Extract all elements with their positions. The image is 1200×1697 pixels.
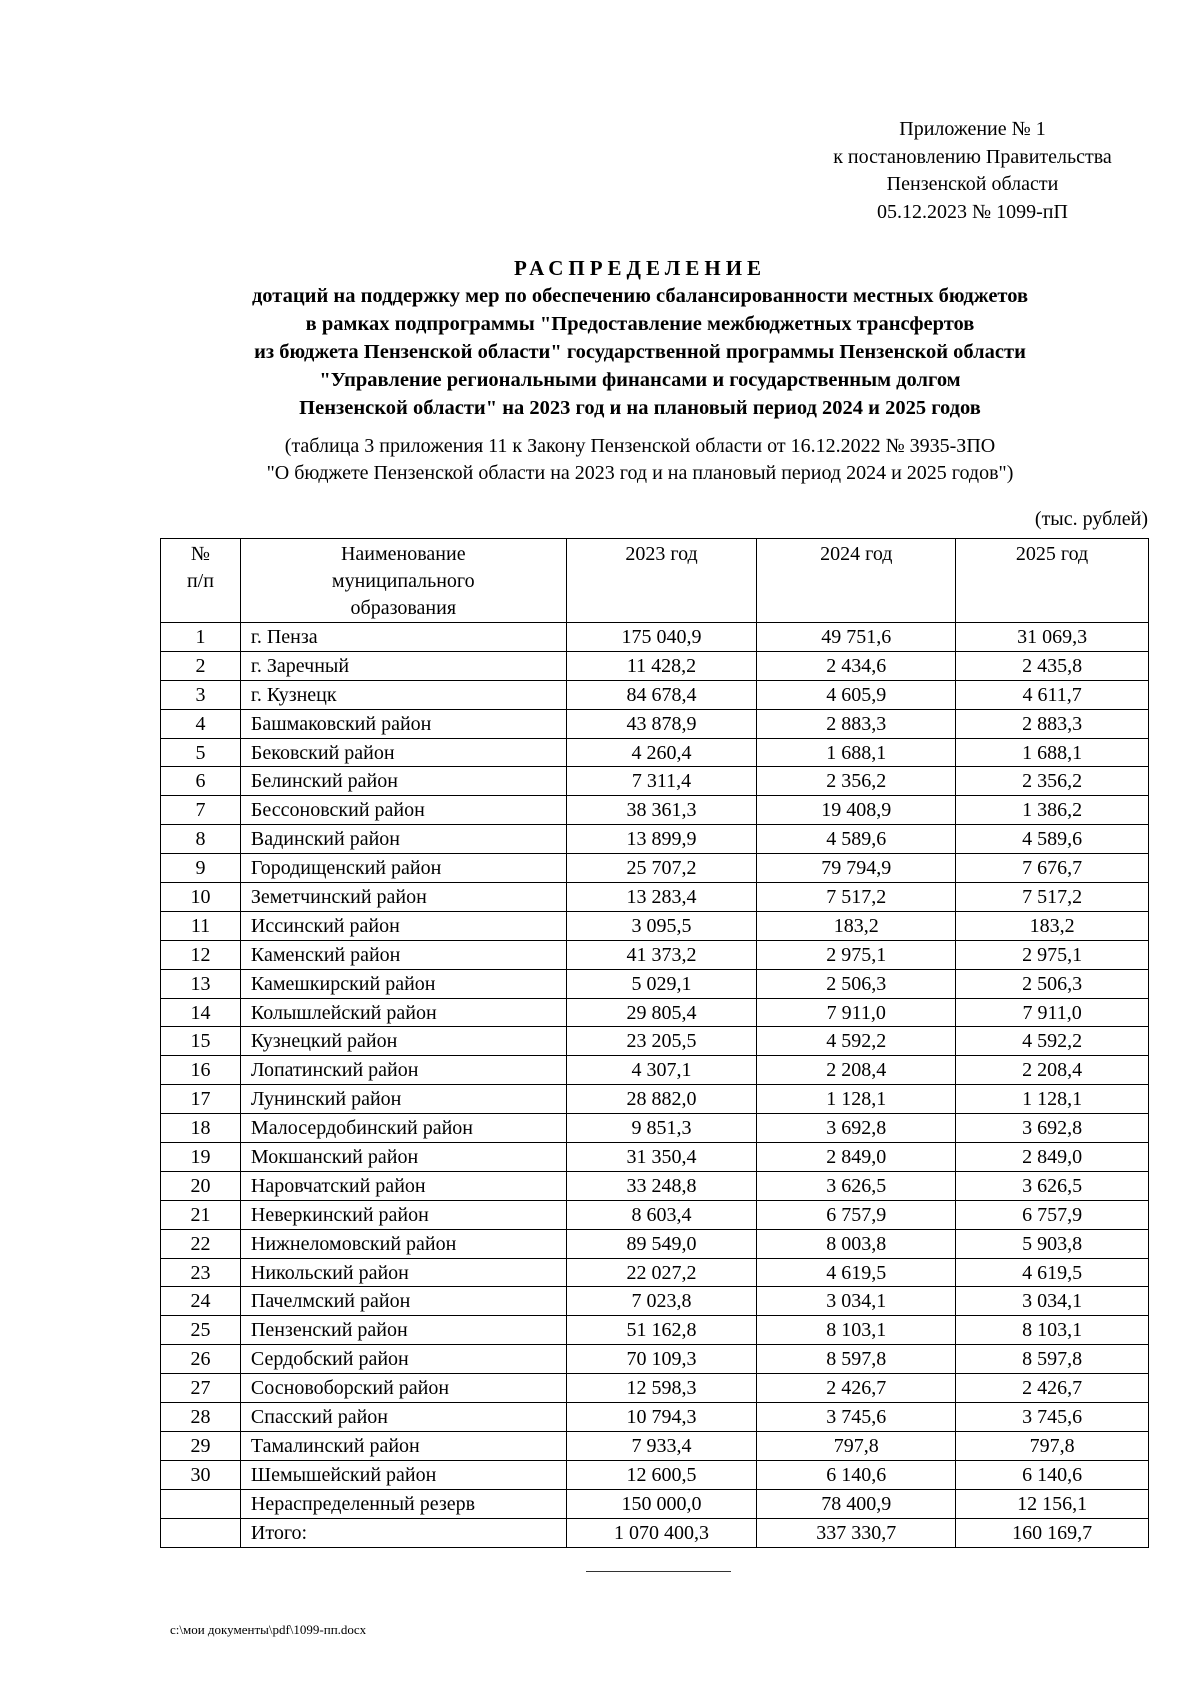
- title-line-5: Пензенской области" на 2023 год и на плановый период 2024 и 2025 годов: [299, 397, 981, 419]
- row-2023-cell: 31 350,4: [566, 1143, 757, 1172]
- table-body: [161, 623, 1149, 1548]
- row-number-cell: 14: [161, 998, 241, 1027]
- row-2025-cell: 6 140,6: [956, 1460, 1149, 1489]
- row-2025-cell: 2 849,0: [956, 1143, 1149, 1172]
- row-2023-cell: 1 070 400,3: [566, 1518, 757, 1547]
- table-row: [161, 911, 1149, 940]
- row-2024-cell: 6 757,9: [757, 1200, 956, 1229]
- row-2025-cell: 7 911,0: [956, 998, 1149, 1027]
- table-row: [161, 796, 1149, 825]
- row-2023-cell: 13 899,9: [566, 825, 757, 854]
- row-number-cell: 6: [161, 767, 241, 796]
- row-number-cell: 7: [161, 796, 241, 825]
- row-number-cell: 27: [161, 1374, 241, 1403]
- table-row: [161, 854, 1149, 883]
- row-2023-cell: 7 311,4: [566, 767, 757, 796]
- row-number-cell: 26: [161, 1345, 241, 1374]
- table-row: [161, 1460, 1149, 1489]
- row-2023-cell: 150 000,0: [566, 1489, 757, 1518]
- row-2024-cell: 79 794,9: [757, 854, 956, 883]
- row-name-cell: Иссинский район: [240, 911, 566, 940]
- source-line-1: (таблица 3 приложения 11 к Закону Пензенской области от 16.12.2022 № 3935-ЗПО: [284, 435, 996, 457]
- row-number-cell: 21: [161, 1200, 241, 1229]
- row-2025-cell: 4 592,2: [956, 1027, 1149, 1056]
- row-2024-cell: 7 911,0: [757, 998, 956, 1027]
- appendix-line-3: Пензенской области: [886, 173, 1059, 195]
- footer-file-path: c:\мои документы\pdf\1099-пп.docx: [170, 1622, 367, 1637]
- row-number-cell: 10: [161, 883, 241, 912]
- end-separator: [586, 1571, 731, 1572]
- row-2024-cell: 4 605,9: [757, 680, 956, 709]
- header-2024: 2024 год: [757, 539, 956, 623]
- row-2023-cell: 4 260,4: [566, 738, 757, 767]
- row-2025-cell: 3 034,1: [956, 1287, 1149, 1316]
- row-number-cell: 24: [161, 1287, 241, 1316]
- row-name-cell: Земетчинский район: [240, 883, 566, 912]
- row-number-cell: 13: [161, 969, 241, 998]
- table-row: [161, 1171, 1149, 1200]
- row-2025-cell: 1 128,1: [956, 1085, 1149, 1114]
- row-2024-cell: 6 140,6: [757, 1460, 956, 1489]
- table-row: [161, 1085, 1149, 1114]
- table-row: [161, 883, 1149, 912]
- row-2024-cell: 4 592,2: [757, 1027, 956, 1056]
- row-name-cell: Городищенский район: [240, 854, 566, 883]
- row-name-cell: Каменский район: [240, 940, 566, 969]
- row-2024-cell: 2 849,0: [757, 1143, 956, 1172]
- row-number-cell: 5: [161, 738, 241, 767]
- table-row: [161, 1258, 1149, 1287]
- row-2023-cell: 8 603,4: [566, 1200, 757, 1229]
- row-number-cell: 30: [161, 1460, 241, 1489]
- row-2023-cell: 23 205,5: [566, 1027, 757, 1056]
- row-2023-cell: 22 027,2: [566, 1258, 757, 1287]
- table-row: [161, 709, 1149, 738]
- row-number-cell: 20: [161, 1171, 241, 1200]
- header-2025: 2025 год: [956, 539, 1149, 623]
- row-2025-cell: 5 903,8: [956, 1229, 1149, 1258]
- row-2025-cell: 160 169,7: [956, 1518, 1149, 1547]
- table-row: [161, 623, 1149, 652]
- row-2025-cell: 4 589,6: [956, 825, 1149, 854]
- row-number-cell: 1: [161, 623, 241, 652]
- row-2024-cell: 337 330,7: [757, 1518, 956, 1547]
- row-2025-cell: 1 688,1: [956, 738, 1149, 767]
- row-2025-cell: 1 386,2: [956, 796, 1149, 825]
- row-2024-cell: 2 975,1: [757, 940, 956, 969]
- row-2025-cell: 3 745,6: [956, 1403, 1149, 1432]
- row-name-cell: Колышлейский район: [240, 998, 566, 1027]
- header-name-line-3: образования: [350, 597, 457, 619]
- table-row: [161, 1316, 1149, 1345]
- row-2024-cell: 19 408,9: [757, 796, 956, 825]
- row-2025-cell: 2 506,3: [956, 969, 1149, 998]
- table-row: [161, 738, 1149, 767]
- table-row: [161, 1489, 1149, 1518]
- row-name-cell: Лопатинский район: [240, 1056, 566, 1085]
- table-row: [161, 940, 1149, 969]
- row-name-cell: Вадинский район: [240, 825, 566, 854]
- row-name-cell: Тамалинский район: [240, 1431, 566, 1460]
- row-name-cell: Камешкирский район: [240, 969, 566, 998]
- row-2024-cell: 49 751,6: [757, 623, 956, 652]
- header-name-line-2: муниципального: [331, 570, 475, 592]
- row-2023-cell: 3 095,5: [566, 911, 757, 940]
- unit-label: (тыс. рублей): [1034, 508, 1148, 530]
- row-2024-cell: 4 619,5: [757, 1258, 956, 1287]
- table-row: [161, 1403, 1149, 1432]
- row-2024-cell: 2 356,2: [757, 767, 956, 796]
- row-2024-cell: 2 506,3: [757, 969, 956, 998]
- row-2023-cell: 29 805,4: [566, 998, 757, 1027]
- table-row: [161, 651, 1149, 680]
- row-number-cell: 4: [161, 709, 241, 738]
- row-name-cell: Белинский район: [240, 767, 566, 796]
- row-2025-cell: 4 611,7: [956, 680, 1149, 709]
- row-name-cell: г. Пенза: [240, 623, 566, 652]
- row-2025-cell: 2 435,8: [956, 651, 1149, 680]
- row-2025-cell: 2 208,4: [956, 1056, 1149, 1085]
- row-number-cell: 28: [161, 1403, 241, 1432]
- row-name-cell: Лунинский район: [240, 1085, 566, 1114]
- row-2025-cell: 2 356,2: [956, 767, 1149, 796]
- row-name-cell: Башмаковский район: [240, 709, 566, 738]
- row-name-cell: Нижнеломовский район: [240, 1229, 566, 1258]
- row-name-cell: Сосновоборский район: [240, 1374, 566, 1403]
- row-2024-cell: 3 626,5: [757, 1171, 956, 1200]
- row-2023-cell: 70 109,3: [566, 1345, 757, 1374]
- row-number-cell: 17: [161, 1085, 241, 1114]
- header-2023: 2023 год: [566, 539, 757, 623]
- row-number-cell: 12: [161, 940, 241, 969]
- row-2023-cell: 5 029,1: [566, 969, 757, 998]
- row-2023-cell: 43 878,9: [566, 709, 757, 738]
- row-number-cell: 16: [161, 1056, 241, 1085]
- appendix-line-2: к постановлению Правительства: [833, 145, 1112, 168]
- table-row: [161, 1518, 1149, 1547]
- row-2025-cell: 12 156,1: [956, 1489, 1149, 1518]
- row-number-cell: 19: [161, 1143, 241, 1172]
- row-2024-cell: 8 103,1: [757, 1316, 956, 1345]
- appendix-line-4: 05.12.2023 № 1099-пП: [877, 200, 1068, 223]
- row-name-cell: Наровчатский район: [240, 1171, 566, 1200]
- row-2023-cell: 25 707,2: [566, 854, 757, 883]
- table-row: [161, 767, 1149, 796]
- table-row: [161, 969, 1149, 998]
- row-2024-cell: 3 034,1: [757, 1287, 956, 1316]
- row-2025-cell: 797,8: [956, 1431, 1149, 1460]
- title-line-3: из бюджета Пензенской области" государственной программы Пензенской области: [254, 341, 1026, 363]
- row-number-cell: 2: [161, 651, 241, 680]
- row-2024-cell: 8 003,8: [757, 1229, 956, 1258]
- row-2024-cell: 7 517,2: [757, 883, 956, 912]
- table-row: [161, 1287, 1149, 1316]
- row-2024-cell: 2 434,6: [757, 651, 956, 680]
- table-header-row: [161, 539, 1149, 623]
- row-name-cell: Пензенский район: [240, 1316, 566, 1345]
- row-2025-cell: 6 757,9: [956, 1200, 1149, 1229]
- row-2023-cell: 33 248,8: [566, 1171, 757, 1200]
- row-number-cell: 18: [161, 1114, 241, 1143]
- row-2024-cell: 3 745,6: [757, 1403, 956, 1432]
- row-name-cell: Пачелмский район: [240, 1287, 566, 1316]
- row-name-cell: Бековский район: [240, 738, 566, 767]
- row-2023-cell: 7 933,4: [566, 1431, 757, 1460]
- row-2025-cell: 8 103,1: [956, 1316, 1149, 1345]
- table-row: [161, 1056, 1149, 1085]
- row-2023-cell: 51 162,8: [566, 1316, 757, 1345]
- row-2023-cell: 10 794,3: [566, 1403, 757, 1432]
- table-row: [161, 1114, 1149, 1143]
- header-name: [240, 539, 566, 623]
- row-name-cell: г. Кузнецк: [240, 680, 566, 709]
- row-2025-cell: 3 692,8: [956, 1114, 1149, 1143]
- distribution-table: [160, 538, 1149, 1548]
- appendix-line-1: Приложение № 1: [899, 118, 1046, 140]
- row-2025-cell: 183,2: [956, 911, 1149, 940]
- row-2024-cell: 2 883,3: [757, 709, 956, 738]
- row-2025-cell: 7 676,7: [956, 854, 1149, 883]
- row-2025-cell: 31 069,3: [956, 623, 1149, 652]
- appendix-header: [795, 116, 1150, 226]
- row-2023-cell: 9 851,3: [566, 1114, 757, 1143]
- row-2024-cell: 4 589,6: [757, 825, 956, 854]
- row-name-cell: Кузнецкий район: [240, 1027, 566, 1056]
- row-number-cell: 23: [161, 1258, 241, 1287]
- row-number-cell: 9: [161, 854, 241, 883]
- row-2024-cell: 183,2: [757, 911, 956, 940]
- row-2023-cell: 41 373,2: [566, 940, 757, 969]
- row-name-cell: Никольский район: [240, 1258, 566, 1287]
- source-line-2: "О бюджете Пензенской области на 2023 год и на плановый период 2024 и 2025 годов"): [266, 462, 1014, 484]
- table-row: [161, 1143, 1149, 1172]
- row-2024-cell: 2 208,4: [757, 1056, 956, 1085]
- row-2023-cell: 7 023,8: [566, 1287, 757, 1316]
- row-name-cell: Итого:: [240, 1518, 566, 1547]
- row-name-cell: г. Заречный: [240, 651, 566, 680]
- row-name-cell: Бессоновский район: [240, 796, 566, 825]
- row-number-cell: 3: [161, 680, 241, 709]
- row-number-cell: [161, 1518, 241, 1547]
- row-2025-cell: 8 597,8: [956, 1345, 1149, 1374]
- row-number-cell: 22: [161, 1229, 241, 1258]
- title-heading: РАСПРЕДЕЛЕНИЕ: [513, 256, 767, 280]
- row-2023-cell: 12 598,3: [566, 1374, 757, 1403]
- row-2023-cell: 4 307,1: [566, 1056, 757, 1085]
- row-2024-cell: 3 692,8: [757, 1114, 956, 1143]
- row-2023-cell: 175 040,9: [566, 623, 757, 652]
- row-number-cell: 29: [161, 1431, 241, 1460]
- row-2024-cell: 1 128,1: [757, 1085, 956, 1114]
- row-2024-cell: 2 426,7: [757, 1374, 956, 1403]
- header-name-line-1: Наименование: [340, 543, 466, 565]
- title-line-2: в рамках подпрограммы "Предоставление межбюджетных трансфертов: [305, 313, 975, 335]
- source-reference: [150, 433, 1130, 487]
- row-2023-cell: 28 882,0: [566, 1085, 757, 1114]
- title-line-4: "Управление региональными финансами и государственным долгом: [319, 369, 961, 391]
- row-2025-cell: 2 426,7: [956, 1374, 1149, 1403]
- table-row: [161, 1374, 1149, 1403]
- table-row: [161, 1431, 1149, 1460]
- table-row: [161, 1027, 1149, 1056]
- row-2025-cell: 4 619,5: [956, 1258, 1149, 1287]
- row-number-cell: [161, 1489, 241, 1518]
- row-2023-cell: 89 549,0: [566, 1229, 757, 1258]
- row-2024-cell: 78 400,9: [757, 1489, 956, 1518]
- row-number-cell: 25: [161, 1316, 241, 1345]
- row-name-cell: Нераспределенный резерв: [240, 1489, 566, 1518]
- title-line-1: дотаций на поддержку мер по обеспечению сбалансированности местных бюджетов: [251, 285, 1029, 307]
- row-2025-cell: 2 883,3: [956, 709, 1149, 738]
- row-name-cell: Спасский район: [240, 1403, 566, 1432]
- row-name-cell: Малосердобинский район: [240, 1114, 566, 1143]
- table-row: [161, 1345, 1149, 1374]
- row-2024-cell: 797,8: [757, 1431, 956, 1460]
- header-number-line-2: п/п: [186, 570, 214, 592]
- row-number-cell: 15: [161, 1027, 241, 1056]
- row-2023-cell: 11 428,2: [566, 651, 757, 680]
- row-2023-cell: 38 361,3: [566, 796, 757, 825]
- table-row: [161, 825, 1149, 854]
- table-row: [161, 1200, 1149, 1229]
- row-2025-cell: 3 626,5: [956, 1171, 1149, 1200]
- row-2024-cell: 1 688,1: [757, 738, 956, 767]
- header-number-line-1: №: [190, 543, 210, 565]
- row-2025-cell: 2 975,1: [956, 940, 1149, 969]
- row-2023-cell: 13 283,4: [566, 883, 757, 912]
- row-number-cell: 11: [161, 911, 241, 940]
- row-2025-cell: 7 517,2: [956, 883, 1149, 912]
- table-row: [161, 998, 1149, 1027]
- table-row: [161, 680, 1149, 709]
- table-row: [161, 1229, 1149, 1258]
- row-name-cell: Мокшанский район: [240, 1143, 566, 1172]
- row-2023-cell: 84 678,4: [566, 680, 757, 709]
- row-2023-cell: 12 600,5: [566, 1460, 757, 1489]
- document-title: [150, 254, 1130, 422]
- header-number: [161, 539, 241, 623]
- row-number-cell: 8: [161, 825, 241, 854]
- row-name-cell: Шемышейский район: [240, 1460, 566, 1489]
- row-name-cell: Неверкинский район: [240, 1200, 566, 1229]
- row-name-cell: Сердобский район: [240, 1345, 566, 1374]
- row-2024-cell: 8 597,8: [757, 1345, 956, 1374]
